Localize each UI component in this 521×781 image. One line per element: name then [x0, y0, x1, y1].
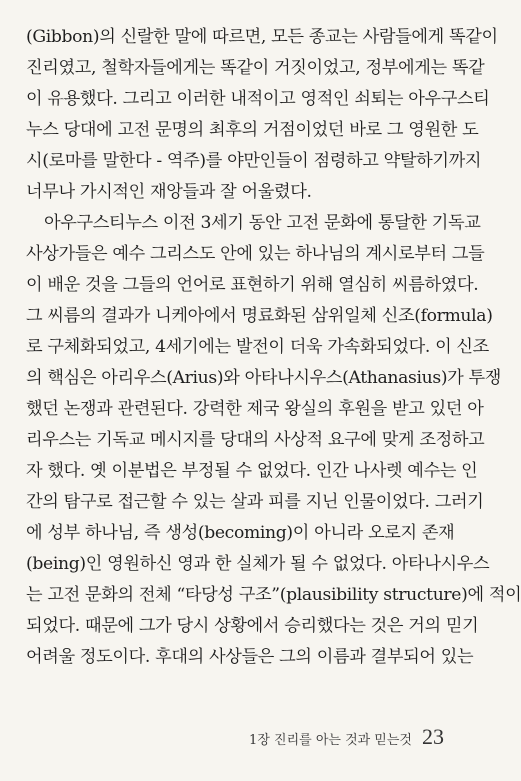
- text-line: 이 배운 것을 그들의 언어로 표현하기 위해 열심히 씨름하였다.: [26, 275, 479, 295]
- running-head: 1장 진리를 아는 것과 믿는것: [249, 733, 412, 748]
- text-line: 아우구스티누스 이전 3세기 동안 고전 문화에 통달한 기독교: [44, 213, 481, 233]
- page-body: [26, 22, 521, 673]
- text-line: 너무나 가시적인 재앙들과 잘 어울렸다.: [26, 182, 312, 202]
- text-line: 했던 논쟁과 관련된다. 강력한 제국 왕실의 후원을 받고 있던 아: [26, 399, 484, 419]
- text-line: (being)인 영원하신 영과 한 실체가 될 수 없었다. 아타나시우스: [26, 554, 490, 574]
- text-line: 는 고전 문화의 전체 “타당성 구조”(plausibility structure)에 적이: [26, 585, 521, 605]
- text-line: 사상가들은 예수 그리스도 안에 있는 하나님의 계시로부터 그들: [26, 244, 485, 264]
- text-line: 그 씨름의 결과가 니케아에서 명료화된 삼위일체 신조(formula): [26, 306, 493, 326]
- text-line: 시(로마를 말한다 - 역주)를 야만인들이 점령하고 약탈하기까지: [26, 151, 482, 171]
- text-line: 로 구체화되었고, 4세기에는 발전이 더욱 가속화되었다. 이 신조: [26, 337, 489, 357]
- text-line: 되었다. 때문에 그가 당시 상황에서 승리했다는 것은 거의 믿기: [26, 616, 479, 636]
- text-line: 간의 탐구로 접근할 수 있는 살과 피를 지닌 인물이었다. 그러기: [26, 492, 484, 512]
- text-line: (Gibbon)의 신랄한 말에 따르면, 모든 종교는 사람들에게 똑같이: [26, 27, 498, 47]
- text-line: 이 유용했다. 그리고 이러한 내적이고 영적인 쇠퇴는 아우구스티: [26, 89, 490, 109]
- paragraph-1: [26, 22, 498, 208]
- text-line: 자 했다. 옛 이분법은 부정될 수 없었다. 인간 나사렛 예수는 인: [26, 461, 478, 481]
- page-number: 23: [422, 724, 444, 749]
- text-line: 에 성부 하나님, 즉 생성(becoming)이 아니라 오로지 존재: [26, 523, 455, 543]
- text-line: 진리였고, 철학자들에게는 똑같이 거짓이었고, 정부에게는 똑같: [26, 58, 485, 78]
- text-line: 리우스는 기독교 메시지를 당대의 사상적 요구에 맞게 조정하고: [26, 430, 485, 450]
- text-line: 어려울 정도이다. 후대의 사상들은 그의 이름과 결부되어 있는: [26, 647, 474, 667]
- text-line: 누스 당대에 고전 문명의 최후의 거점이었던 바로 그 영원한 도: [26, 120, 479, 140]
- page-footer: [249, 724, 444, 764]
- paragraph-2: [26, 208, 521, 673]
- text-line: 의 핵심은 아리우스(Arius)와 아타나시우스(Athanasius)가 투쟁: [26, 368, 502, 388]
